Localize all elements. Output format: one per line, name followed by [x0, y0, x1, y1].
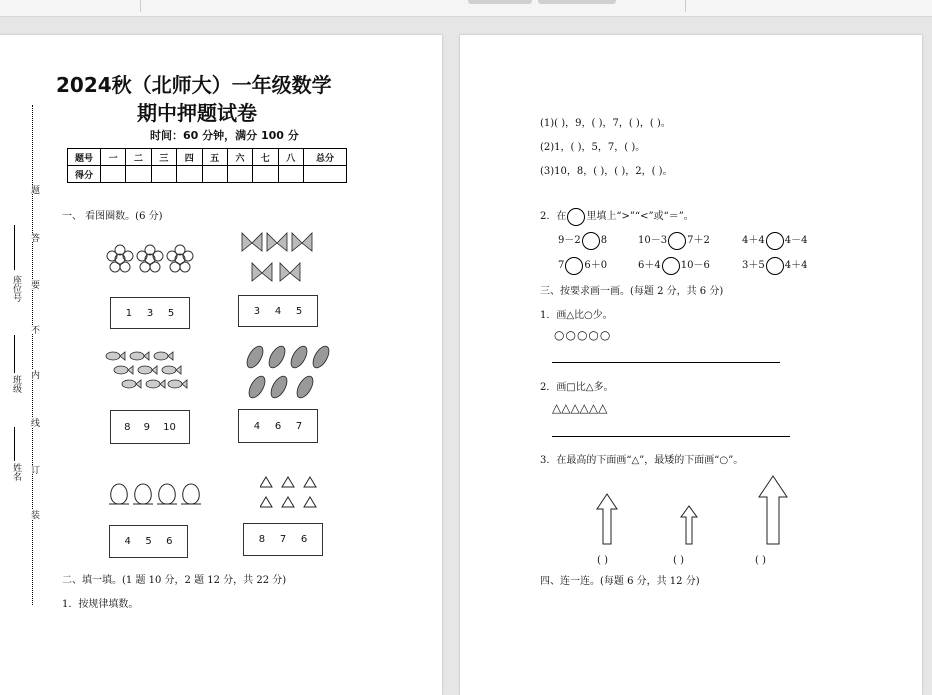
option-number[interactable]: 10	[163, 421, 176, 433]
option-number[interactable]: 6	[274, 420, 282, 432]
section-2-heading: 二、填一填。(1 题 10 分，2 题 12 分，共 22 分)	[62, 575, 287, 586]
compare-item	[742, 231, 807, 250]
question-2-1: 1．按规律填数。	[62, 599, 139, 610]
answer-box-flowers	[110, 297, 190, 329]
binding-line	[32, 105, 33, 605]
question-2-2	[540, 207, 694, 226]
answer-box-fish	[110, 410, 190, 444]
peaches-picture	[108, 480, 218, 506]
score-table-cell: 六	[227, 149, 252, 166]
question-2-2-suffix: 里填上“>”“<”或“＝”。	[586, 211, 694, 222]
score-cell[interactable]	[126, 166, 151, 183]
score-table	[67, 148, 347, 183]
question-2-2-prefix: 2．在	[540, 211, 567, 222]
circles-row: ○○○○○	[554, 328, 612, 342]
binding-char: 线	[29, 418, 39, 427]
arrow-answer-blank[interactable]: ( )	[755, 555, 766, 566]
section-3-heading: 三、按要求画一画。(每题 2 分，共 6 分)	[540, 286, 724, 297]
option-number[interactable]: 4	[274, 305, 282, 317]
answer-box-peaches	[109, 525, 188, 558]
score-table-cell: 五	[202, 149, 227, 166]
toolbar	[0, 0, 932, 17]
leaves-picture	[245, 343, 335, 403]
class-label: 班级	[11, 375, 21, 393]
triangles-row: △△△△△△	[552, 401, 608, 415]
answer-box-butterflies	[238, 295, 318, 327]
flowers-picture	[105, 243, 197, 275]
sequence-1: (1)( )，9，( )，7，( )，( )。	[540, 118, 671, 129]
answer-circle[interactable]	[662, 257, 680, 275]
score-cell[interactable]	[304, 166, 347, 183]
sequence-3: (3)10，8，( )，( )，2，( )。	[540, 166, 673, 177]
option-number[interactable]: 5	[295, 305, 303, 317]
medium-arrow-icon	[596, 493, 618, 545]
score-table-cell: 题号	[68, 149, 101, 166]
compare-left: 10－3	[638, 235, 668, 246]
sequence-2: (2)1，( )，5，7，( )。	[540, 142, 646, 153]
option-number[interactable]: 6	[300, 534, 308, 545]
score-table-cell: 得分	[68, 166, 101, 183]
section-4-heading: 四、连一连。(每题 6 分，共 12 分)	[540, 576, 700, 587]
score-cell[interactable]	[177, 166, 202, 183]
compare-item	[638, 231, 710, 250]
page-subtitle: 期中押题试卷	[137, 101, 257, 125]
option-number[interactable]: 8	[124, 421, 131, 433]
option-number[interactable]: 3	[253, 305, 261, 317]
triangles-picture	[260, 475, 322, 513]
option-number[interactable]: 6	[166, 536, 173, 547]
compare-right: 4－4	[784, 235, 808, 246]
answer-box-leaves	[238, 409, 318, 443]
binding-char: 装	[29, 510, 39, 519]
option-number[interactable]: 1	[125, 307, 133, 319]
compare-left: 6＋4	[638, 260, 661, 271]
answer-circle[interactable]	[766, 257, 784, 275]
score-table-cell: 三	[151, 149, 176, 166]
fish-picture	[105, 350, 191, 398]
binding-char: 题	[29, 185, 39, 194]
answer-circle[interactable]	[582, 232, 600, 250]
option-number[interactable]: 5	[145, 536, 152, 547]
drawing-line[interactable]	[552, 362, 780, 363]
score-table-cell: 二	[126, 149, 151, 166]
butterflies-picture	[240, 228, 326, 290]
answer-box-triangles	[243, 523, 323, 556]
option-number[interactable]: 7	[295, 420, 303, 432]
compare-left: 9－2	[558, 235, 581, 246]
name-blank	[14, 427, 15, 461]
compare-left: 7	[558, 260, 565, 271]
answer-circle[interactable]	[668, 232, 686, 250]
compare-item	[742, 256, 807, 275]
compare-item	[558, 256, 607, 275]
binding-char: 不	[29, 325, 39, 334]
binding-char: 内	[29, 370, 39, 379]
binding-char: 订	[29, 465, 39, 474]
arrow-answer-blank[interactable]: ( )	[597, 555, 608, 566]
compare-right: 4＋4	[784, 260, 808, 271]
compare-right: 6＋0	[584, 260, 608, 271]
score-cell[interactable]	[227, 166, 252, 183]
option-number[interactable]: 5	[167, 307, 175, 319]
binding-char: 答	[29, 233, 39, 242]
section-1-heading: 一、 看图圈数。(6 分)	[62, 211, 163, 222]
score-cell[interactable]	[101, 166, 126, 183]
arrow-answer-blank[interactable]: ( )	[673, 555, 684, 566]
seat-label: 座位号	[11, 275, 21, 302]
short-arrow-icon	[680, 505, 698, 545]
score-cell[interactable]	[151, 166, 176, 183]
question-3-2: 2．画□比△多。	[540, 382, 614, 393]
score-table-score-row	[68, 166, 347, 183]
score-table-cell: 八	[278, 149, 303, 166]
score-table-header-row	[68, 149, 347, 166]
option-number[interactable]: 3	[146, 307, 154, 319]
compare-right: 8	[600, 235, 608, 246]
compare-item	[638, 256, 710, 275]
score-table-cell: 总分	[304, 149, 347, 166]
compare-right: 7＋2	[687, 235, 710, 246]
question-3-3: 3．在最高的下面画“△”，最矮的下面画“○”。	[540, 455, 744, 466]
page-title: 2024秋（北师大）一年级数学	[56, 73, 332, 97]
binding-char: 要	[29, 280, 39, 289]
toolbar-button[interactable]	[538, 0, 616, 4]
toolbar-separator	[140, 0, 141, 12]
score-table-cell: 一	[101, 149, 126, 166]
toolbar-button[interactable]	[468, 0, 532, 4]
option-number[interactable]: 7	[279, 534, 287, 545]
score-cell[interactable]	[253, 166, 278, 183]
document-page-2	[460, 35, 922, 695]
compare-left: 4＋4	[742, 235, 765, 246]
score-cell[interactable]	[202, 166, 227, 183]
compare-right: 10－6	[680, 260, 710, 271]
compare-item	[558, 231, 607, 250]
option-number[interactable]: 9	[143, 421, 150, 433]
score-cell[interactable]	[278, 166, 303, 183]
option-number[interactable]: 4	[124, 536, 131, 547]
question-3-1: 1．画△比○少。	[540, 310, 613, 321]
class-blank	[14, 335, 15, 373]
answer-circle[interactable]	[565, 257, 583, 275]
name-label: 姓名	[11, 463, 21, 481]
option-number[interactable]: 8	[258, 534, 266, 545]
answer-circle[interactable]	[766, 232, 784, 250]
drawing-line[interactable]	[552, 436, 790, 437]
tall-arrow-icon	[758, 475, 788, 545]
option-number[interactable]: 4	[253, 420, 261, 432]
score-table-cell: 七	[253, 149, 278, 166]
document-page-1	[0, 35, 442, 695]
seat-blank	[14, 225, 15, 270]
toolbar-separator	[685, 0, 686, 12]
time-info: 时间：60 分钟，满分 100 分	[150, 129, 299, 142]
compare-left: 3＋5	[742, 260, 765, 271]
circle-icon	[567, 208, 585, 226]
score-table-cell: 四	[177, 149, 202, 166]
